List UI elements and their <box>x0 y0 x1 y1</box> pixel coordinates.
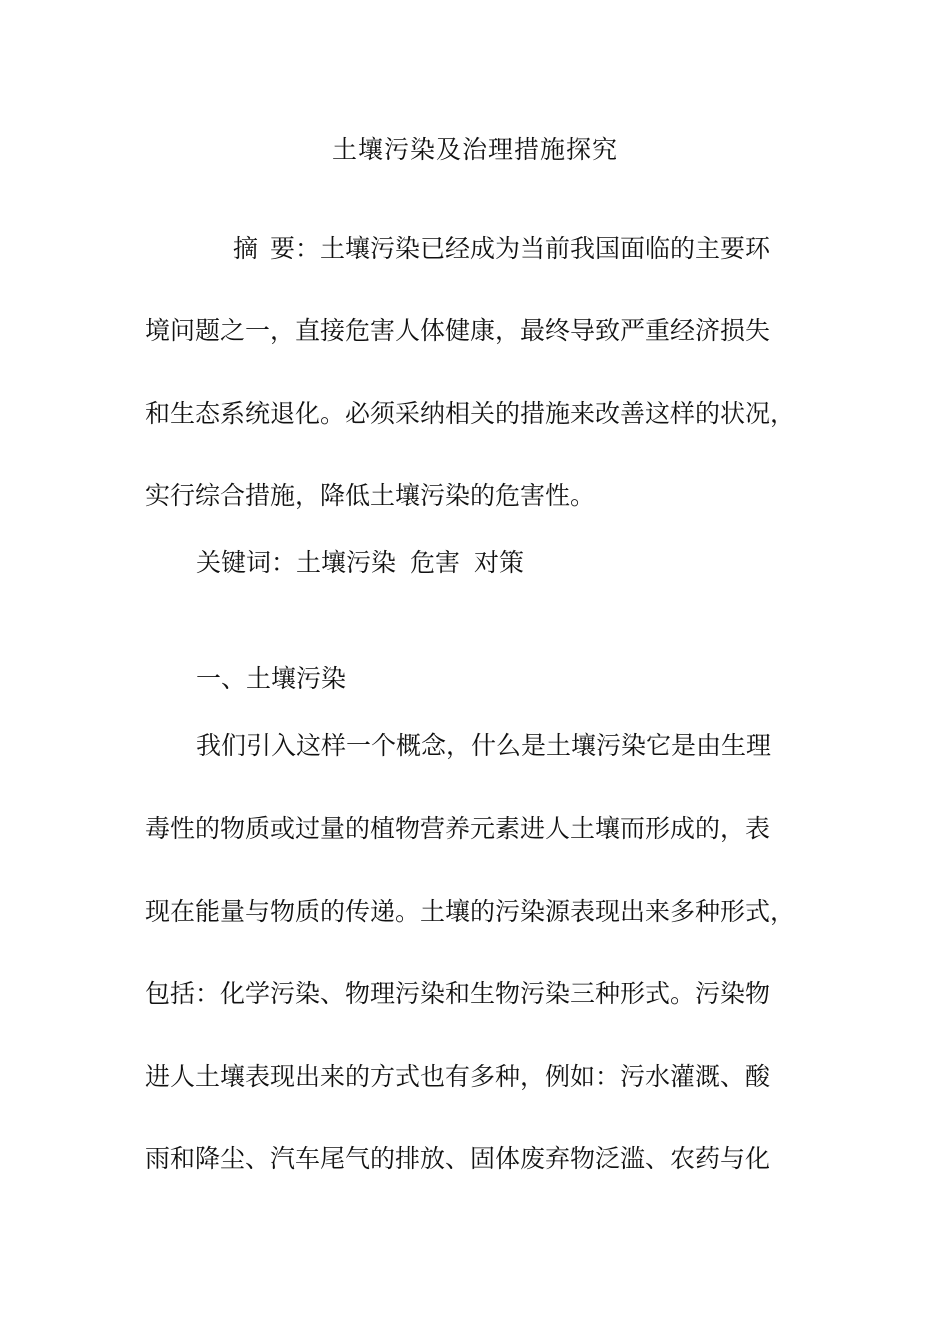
abstract-line <box>233 233 770 265</box>
keyword: 对策 <box>474 548 525 577</box>
abstract-line: 境问题之一，直接危害人体健康，最终导致严重经济损失 <box>145 316 771 345</box>
paragraph-line: 我们引入这样一个概念，什么是土壤污染它是由生理 <box>196 731 772 760</box>
keywords-line <box>196 547 524 579</box>
abstract-text: 土壤污染已经成为当前我国面临的主要环 <box>320 234 771 263</box>
keyword: 危害 <box>410 548 461 577</box>
section-heading: 一、土壤污染 <box>196 664 347 693</box>
abstract-label-part1: 摘 <box>233 234 259 263</box>
paragraph-line: 现在能量与物质的传递。土壤的污染源表现出来多种形式， <box>145 897 796 926</box>
abstract-line: 和生态系统退化。必须采纳相关的措施来改善这样的状况， <box>145 399 796 428</box>
abstract-line: 实行综合措施，降低土壤污染的危害性。 <box>145 481 596 510</box>
document-title: 土壤污染及治理措施探究 <box>331 135 618 164</box>
abstract-label-part2: 要： <box>270 234 321 263</box>
paragraph-line: 进人土壤表现出来的方式也有多种，例如：污水灌溉、酸 <box>145 1062 771 1091</box>
keyword: 土壤污染 <box>296 548 397 577</box>
paragraph-line: 毒性的物质或过量的植物营养元素进人土壤而形成的，表 <box>145 814 771 843</box>
paragraph-line: 雨和降尘、汽车尾气的排放、固体废弃物泛滥、农药与化 <box>145 1144 771 1173</box>
keywords-label: 关键词： <box>196 548 297 577</box>
paragraph-line: 包括：化学污染、物理污染和生物污染三种形式。污染物 <box>145 979 771 1008</box>
